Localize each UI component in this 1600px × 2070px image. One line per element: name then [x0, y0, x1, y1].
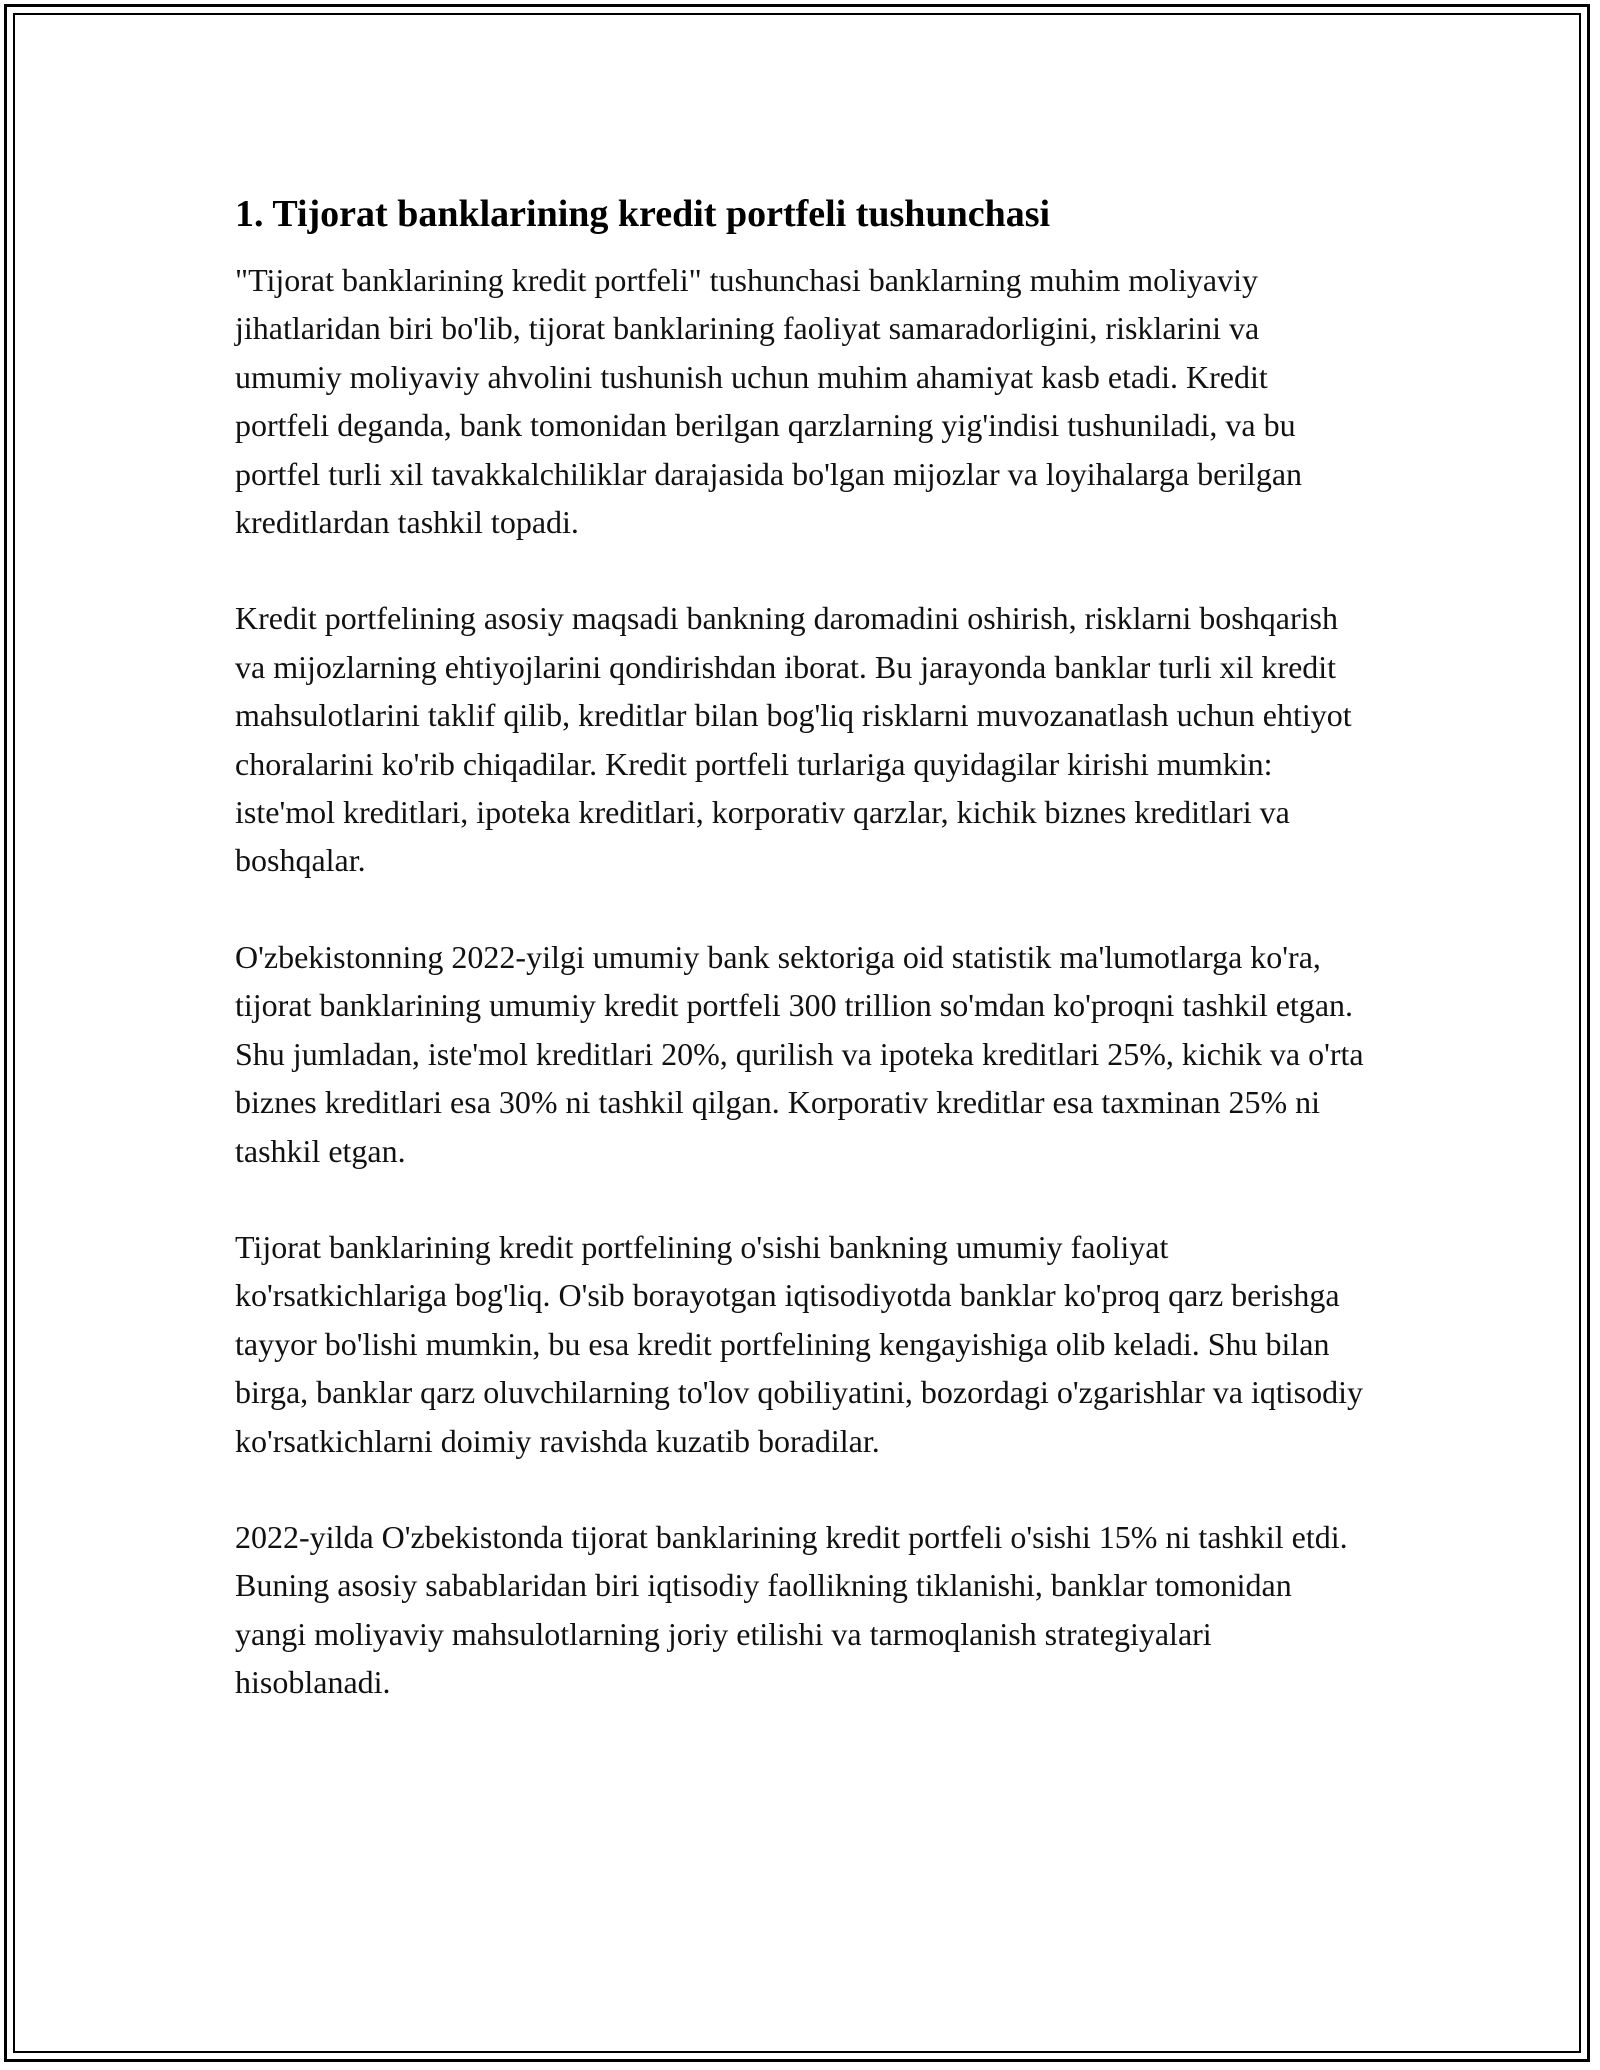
paragraph-2: Kredit portfelining asosiy maqsadi bankning daromadini oshirish, risklarni boshqarish va mijozlarning ehtiyojlarini qondirishdan iborat. Bu jarayonda banklar turli xil kredit mahsulotlarini taklif qilib, kreditlar bilan bog'liq risklarni muvozanatlash uchun ehtiyot choralarini ko'rib chiqadilar. Kredit portfeli turlariga quyidagilar kirishi mumkin: iste'mol kreditlari, ipoteka kreditlari, korporativ qarzlar, kichik biznes kreditlari va boshqalar. — [235, 600, 1352, 879]
paragraph-1: "Tijorat banklarining kredit portfeli" tushunchasi banklarning muhim moliyaviy jihatlaridan biri bo'lib, tijorat banklarining faoliyat samaradorligini, risklarini va umumiy moliyaviy ahvolini tushunish uchun muhim ahamiyat kasb etadi. Kredit portfeli deganda, bank tomonidan berilgan qarzlarning yig'indisi tushuniladi, va bu portfel turli xil tavakkalchiliklar darajasida bo'lgan mijozlar va loyihalarga berilgan kreditlardan tashkil topadi. — [235, 262, 1303, 541]
paragraph-5: 2022-yilda O'zbekistonda tijorat banklarining kredit portfeli o'sishi 15% ni tashkil etdi. Buning asosiy sabablaridan biri iqtisodiy faollikning tiklanishi, banklar tomonidan yangi moliyaviy mahsulotlarning joriy etilishi va tarmoqlanish strategiyalari hisoblanadi. — [235, 1518, 1348, 1701]
document-body — [235, 186, 1365, 1755]
paragraph-4: Tijorat banklarining kredit portfelining o'sishi bankning umumiy faoliyat ko'rsatkichlariga bog'liq. O'sib borayotgan iqtisodiyotda banklar ko'proq qarz berishga tayyor bo'lishi mumkin, bu esa kredit portfelining kengayishiga olib keladi. Shu bilan birga, banklar qarz oluvchilarning to'lov qobiliyatini, bozordagi o'zgarishlar va iqtisodiy ko'rsatkichlarni doimiy ravishda kuzatib boradilar. — [235, 1228, 1363, 1459]
section-heading: 1. Tijorat banklarining kredit portfeli tushunchasi — [235, 193, 1051, 235]
paragraph-3: O'zbekistonning 2022-yilgi umumiy bank sektoriga oid statistik ma'lumotlarga ko'ra, tijorat banklarining umumiy kredit portfeli 300 trillion so'mdan ko'proqni tashkil etgan. Shu jumladan, iste'mol kreditlari 20%, qurilish va ipoteka kreditlari 25%, kichik va o'rta biznes kreditlari esa 30% ni tashkil qilgan. Korporativ kreditlar esa taxminan 25% ni tashkil etgan. — [235, 938, 1364, 1169]
